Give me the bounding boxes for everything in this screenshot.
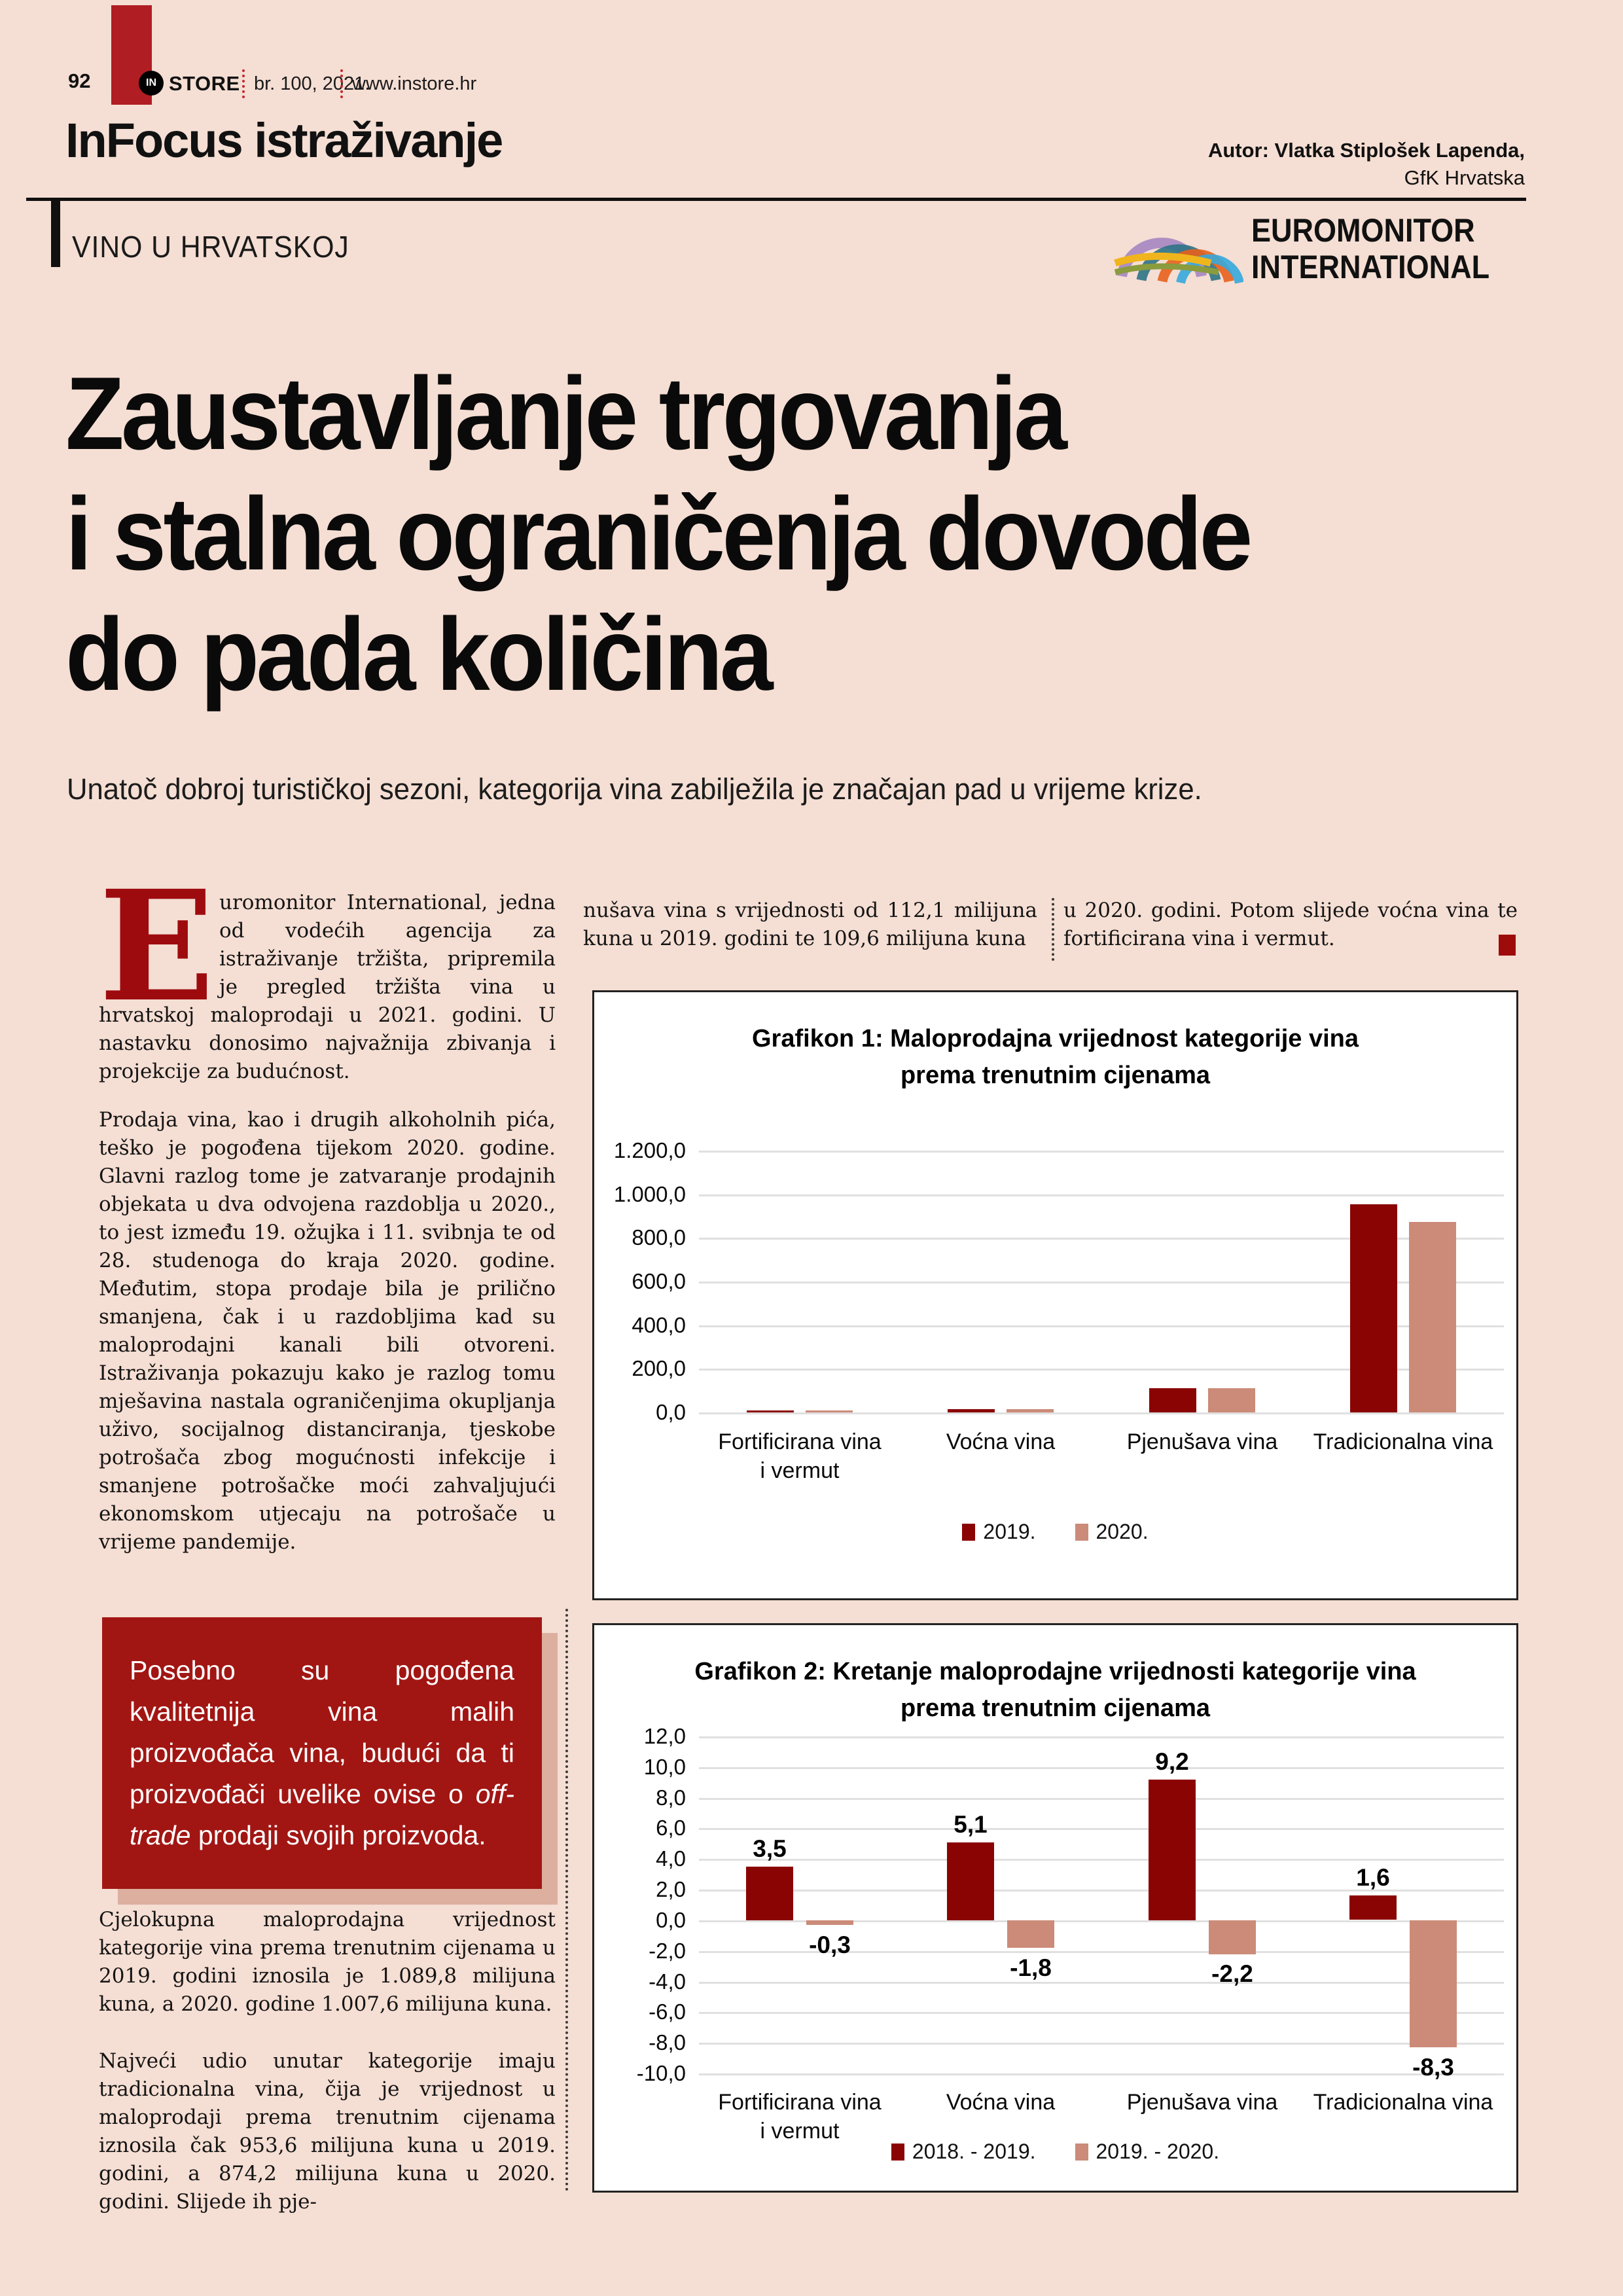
legend-item [962, 1520, 1035, 1544]
y-axis-label: 10,0 [643, 1755, 686, 1779]
bar-2020--cat0 [806, 1410, 853, 1412]
gridline [699, 1194, 1504, 1196]
column-divider [565, 1609, 568, 2191]
y-axis-label: -10,0 [636, 2061, 686, 2085]
y-axis-label: 12,0 [643, 1724, 686, 1748]
gridline [699, 1151, 1504, 1153]
section-title: InFocus istraživanje [65, 113, 503, 168]
legend-label: 2018. - 2019. [912, 2140, 1036, 2163]
y-axis-label: 0,0 [656, 1908, 686, 1932]
bar-2019--cat3 [1350, 1204, 1397, 1412]
legend-swatch [962, 1524, 975, 1541]
category-label: Pjenušava vina [1126, 2090, 1278, 2115]
y-axis-label: -4,0 [649, 1969, 686, 1994]
category-label: Fortificirana vina [718, 1429, 882, 1454]
gridline [699, 2073, 1504, 2075]
gridline [699, 1828, 1504, 1830]
bar-2020--cat3 [1409, 1222, 1456, 1412]
gridline [699, 2043, 1504, 2045]
chart-1-title-line-1: Grafikon 1: Maloprodajna vrijednost kategorije vina [752, 1025, 1359, 1052]
chart-2-title-line-2: prema trenutnim cijenama [900, 1695, 1211, 1722]
y-axis-label: -2,0 [649, 1939, 686, 1963]
masthead-divider [340, 69, 343, 98]
legend-swatch [891, 2144, 904, 2161]
category-label: i vermut [760, 2119, 840, 2144]
legend-swatch [1075, 2144, 1088, 2161]
category-label: Pjenušava vina [1126, 1429, 1278, 1454]
gridline [699, 1798, 1504, 1800]
headline [65, 353, 1250, 715]
chart-2-title-line-1: Grafikon 2: Kretanje maloprodajne vrijednosti kategorije vina [694, 1658, 1416, 1685]
y-axis-label: 800,0 [632, 1225, 686, 1249]
chart-legend [594, 2140, 1516, 2164]
paragraph-col3: u 2020. godini. Potom slijede voćna vina te fortificirana vina i vermut. [1063, 899, 1518, 950]
headline-line-2: i stalna ograničenja dovode [65, 476, 1250, 592]
gridline [699, 1412, 1504, 1414]
bar-2018-2019--cat1 [947, 1842, 994, 1920]
value-label: 5,1 [954, 1811, 988, 1838]
y-axis-label: 2,0 [656, 1877, 686, 1901]
masthead-issue: br. 100, 2021. [254, 73, 370, 94]
y-axis-label: 8,0 [656, 1785, 686, 1810]
kicker-label: VINO U HRVATSKOJ [72, 230, 349, 264]
legend-swatch [1075, 1524, 1088, 1541]
euromonitor-wordmark-line1: EUROMONITOR [1251, 212, 1475, 249]
legend-item [1075, 2140, 1220, 2164]
y-axis-label: 200,0 [632, 1356, 686, 1380]
value-label: 3,5 [753, 1835, 787, 1862]
headline-line-1: Zaustavljanje trgovanja [65, 356, 1065, 471]
bar-2018-2019--cat0 [746, 1867, 793, 1920]
legend-item [891, 2140, 1036, 2164]
bar-2018-2019--cat2 [1149, 1780, 1196, 1920]
y-axis-label: 400,0 [632, 1313, 686, 1337]
y-axis-label: -8,0 [649, 2030, 686, 2054]
chart-legend [594, 1520, 1516, 1544]
category-label: Tradicionalna vina [1313, 2090, 1493, 2115]
bar-2019-2020--cat1 [1007, 1920, 1054, 1948]
euromonitor-wordmark-line2: INTERNATIONAL [1251, 249, 1490, 285]
chart-1-panel [592, 990, 1518, 1600]
chart-2-panel [592, 1623, 1518, 2193]
category-label: i vermut [760, 1458, 840, 1483]
paragraph-col2: nušava vina s vrijednosti od 112,1 milijuna kuna u 2019. godini te 109,6 milijuna kuna [583, 899, 1037, 950]
legend-label: 2020. [1096, 1520, 1149, 1543]
bar-2019--cat1 [948, 1409, 995, 1412]
value-label: -1,8 [1010, 1954, 1052, 1981]
paragraph-total-value: Cjelokupna maloprodajna vrijednost kategorije vina prema trenutnim cijenama u 2019. godini iznosila je 1.089,8 milijuna kuna, a 2020. godine 1.007,6 milijuna kuna. [99, 1908, 556, 2016]
value-label: 9,2 [1155, 1748, 1189, 1775]
category-label: Fortificirana vina [718, 2090, 882, 2115]
bar-2019-2020--cat0 [806, 1920, 853, 1925]
masthead-divider [242, 69, 245, 98]
author-company: GfK Hrvatska [1404, 166, 1525, 189]
gridline [699, 1982, 1504, 1984]
paragraph-traditional: Najveći udio unutar kategorije imaju tradicionalna vina, čija je vrijednost u maloprodaji prema trenutnim cijenama iznosila čak 953,6 milijuna kuna u 2019. godini, a 874,2 milijuna kuna u 2020. godini. Slijede ih pje- [99, 2049, 556, 2214]
bar-2020--cat1 [1007, 1409, 1054, 1412]
drop-cap: E [99, 857, 215, 1035]
page-number: 92 [68, 69, 91, 92]
instore-logo-icon [139, 71, 164, 96]
legend-item [1075, 1520, 1149, 1544]
y-axis-label: 6,0 [656, 1816, 686, 1840]
gridline [699, 1736, 1504, 1738]
section-rule [26, 198, 1526, 201]
paragraph-intro: Euromonitor International, jedna od vodećih agencija za istraživanje tržišta, pripremila je pregled tržišta vina u hrvatskoj maloprodaji u 2021. godini. U nastavku donosimo najvažnija zbivanja i projekcije za budućnost. [99, 857, 556, 1083]
bar-2019--cat0 [747, 1410, 794, 1412]
y-axis-label: 1.000,0 [613, 1182, 686, 1206]
instore-logo-store: STORE [169, 72, 240, 95]
category-label: Voćna vina [946, 2090, 1056, 2115]
y-axis-label: 600,0 [632, 1269, 686, 1293]
masthead-url: www.instore.hr [352, 73, 477, 94]
bar-2018-2019--cat3 [1349, 1895, 1397, 1920]
euromonitor-logo [1113, 208, 1525, 293]
y-axis-label: -6,0 [649, 2000, 686, 2024]
chart-1-title-line-2: prema trenutnim cijenama [900, 1062, 1211, 1089]
pull-quote-text: Posebno su pogođena kvalitetnija vina malih proizvođača vina, budući da ti proizvođači uvelike ovise o off-trade prodaji svojih proizvoda. [130, 1655, 514, 1850]
paragraph-sales: Prodaja vina, kao i drugih alkoholnih pića, teško je pogođena tijekom 2020. godine. Glavni razlog tome je zatvaranje prodajnih objekata u dva odvojena razdoblja u 2020., to jest između 19. ožujka i 11. svibnja te od 28. studenoga do kraja 2020. godine. Međutim, stopa prodaje bila je prilično smanjena, čak i u razdobljima kad su maloprodajni kanali bili otvoreni. Istraživanja pokazuju kako je razlog tomu mješavina nastala ograničenjima okupljanja uživo, socijalnog distanciranja, tjeskobe potrošača zbog mogućnosti infekcije i smanjene potrošačke moći zahvaljujući ekonomskom utjecaju na potrošače u vrijeme pandemije. [99, 1108, 556, 1554]
gridline [699, 2012, 1504, 2014]
value-label: 1,6 [1356, 1864, 1390, 1891]
y-axis-label: 0,0 [656, 1400, 686, 1424]
euromonitor-arcs-icon [1113, 208, 1243, 285]
author-name: Autor: Vlatka Stiplošek Lapenda, [1207, 139, 1525, 162]
legend-label: 2019. - 2020. [1096, 2140, 1220, 2163]
category-label: Tradicionalna vina [1313, 1429, 1493, 1454]
legend-label: 2019. [983, 1520, 1036, 1543]
bar-2019-2020--cat2 [1209, 1920, 1256, 1954]
article-end-marker-icon [1499, 935, 1516, 956]
value-label: -0,3 [809, 1931, 851, 1958]
headline-line-3: do pada količina [65, 597, 770, 712]
gridline [699, 1767, 1504, 1769]
instore-logo-in: IN [146, 77, 156, 88]
y-axis-label: 1.200,0 [613, 1138, 686, 1162]
bar-2020--cat2 [1208, 1388, 1255, 1412]
value-label: -8,3 [1412, 2054, 1454, 2081]
lead-paragraph: Unatoč dobroj turističkoj sezoni, kategorija vina zabilježila je značajan pad u vrijeme krize. [67, 772, 1202, 806]
gridline [699, 1859, 1504, 1861]
y-axis-label: 4,0 [656, 1846, 686, 1871]
bar-2019-2020--cat3 [1410, 1920, 1457, 2047]
bar-2019--cat2 [1149, 1388, 1196, 1412]
column-divider [1052, 898, 1054, 961]
category-label: Voćna vina [946, 1429, 1056, 1454]
value-label: -2,2 [1211, 1960, 1253, 1987]
pull-quote [102, 1617, 542, 1889]
kicker-bar [51, 199, 60, 267]
